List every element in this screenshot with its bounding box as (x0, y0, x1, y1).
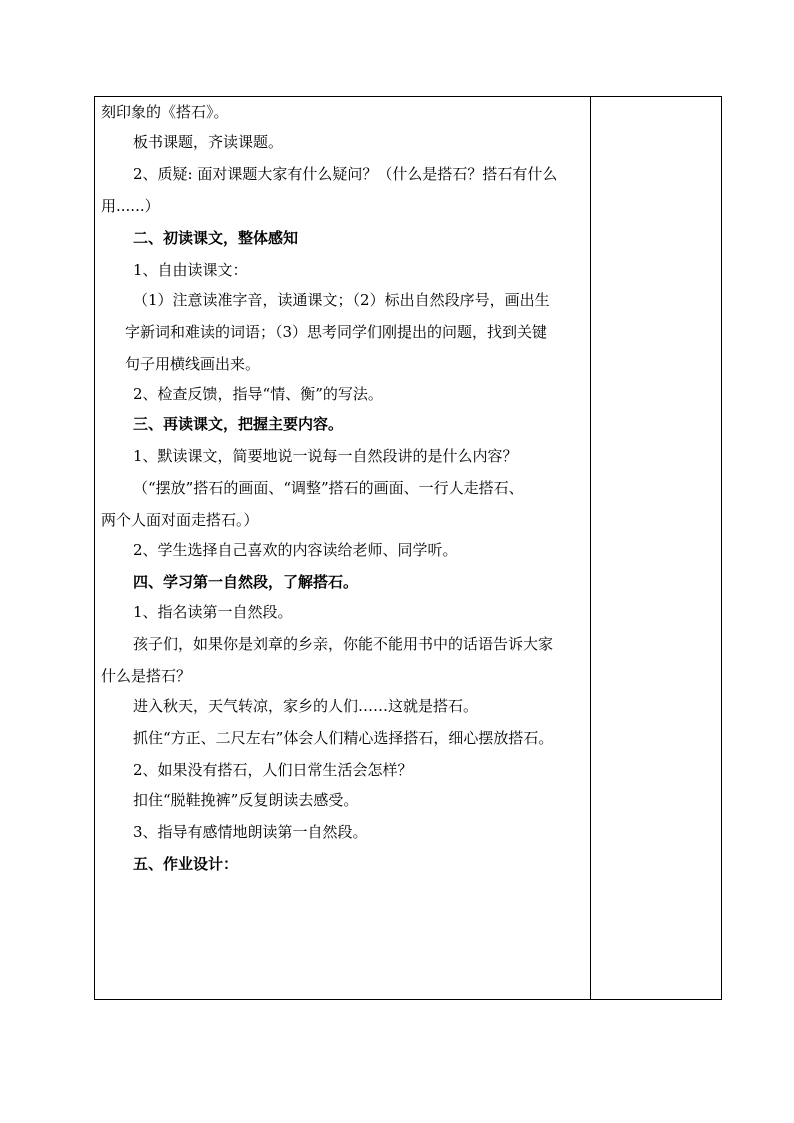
text-line: （“摆放”搭石的画面、“调整”搭石的画面、一行人走搭石、 (133, 479, 524, 497)
text-line: 2、检查反馈，指导“情、衡”的写法。 (133, 385, 383, 403)
text-line: 进入秋天，天气转凉，家乡的人们……这就是搭石。 (133, 697, 479, 715)
section-heading: 二、初读课文，整体感知 (133, 229, 299, 247)
text-line: 抓住“方正、二尺左右”体会人们精心选择搭石，细心摆放搭石。 (133, 729, 554, 747)
text-line: 1、自由读课文： (133, 261, 248, 279)
text-line: 什么是搭石？ (101, 667, 192, 685)
section-heading: 三、再读课文，把握主要内容。 (133, 415, 344, 433)
section-heading: 五、作业设计： (133, 855, 239, 873)
column-divider (590, 96, 591, 1000)
text-line: 用......） (101, 197, 160, 215)
text-line: 1、默读课文，简要地说一说每一自然段讲的是什么内容？ (133, 447, 518, 465)
text-line: 字新词和难读的词语；（3）思考同学们刚提出的问题，找到关键 (125, 323, 548, 341)
text-line: 两个人面对面走搭石。） (101, 511, 259, 529)
section-heading: 四、学习第一自然段，了解搭石。 (133, 573, 359, 591)
text-line: 2、质疑: 面对课题大家有什么疑问？（什么是搭石？搭石有什么 (133, 165, 558, 183)
text-line: 2、如果没有搭石，人们日常生活会怎样？ (133, 761, 413, 779)
text-line: 1、指名读第一自然段。 (133, 603, 293, 621)
text-line: 扣住“脱鞋挽裤”反复朗读去感受。 (133, 791, 359, 809)
text-line: 句子用横线画出来。 (125, 355, 261, 373)
text-line: 2、学生选择自己喜欢的内容读给老师、同学听。 (133, 541, 458, 559)
text-line: 3、指导有感情地朗读第一自然段。 (133, 823, 368, 841)
text-line: 刻印象的《搭石》。 (101, 103, 229, 121)
text-line: 孩子们，如果你是刘章的乡亲，你能不能用书中的话语告诉大家 (133, 635, 554, 653)
text-line: （1）注意读准字音，读通课文；（2）标出自然段序号，画出生 (133, 291, 550, 309)
text-line: 板书课题，齐读课题。 (133, 133, 284, 151)
